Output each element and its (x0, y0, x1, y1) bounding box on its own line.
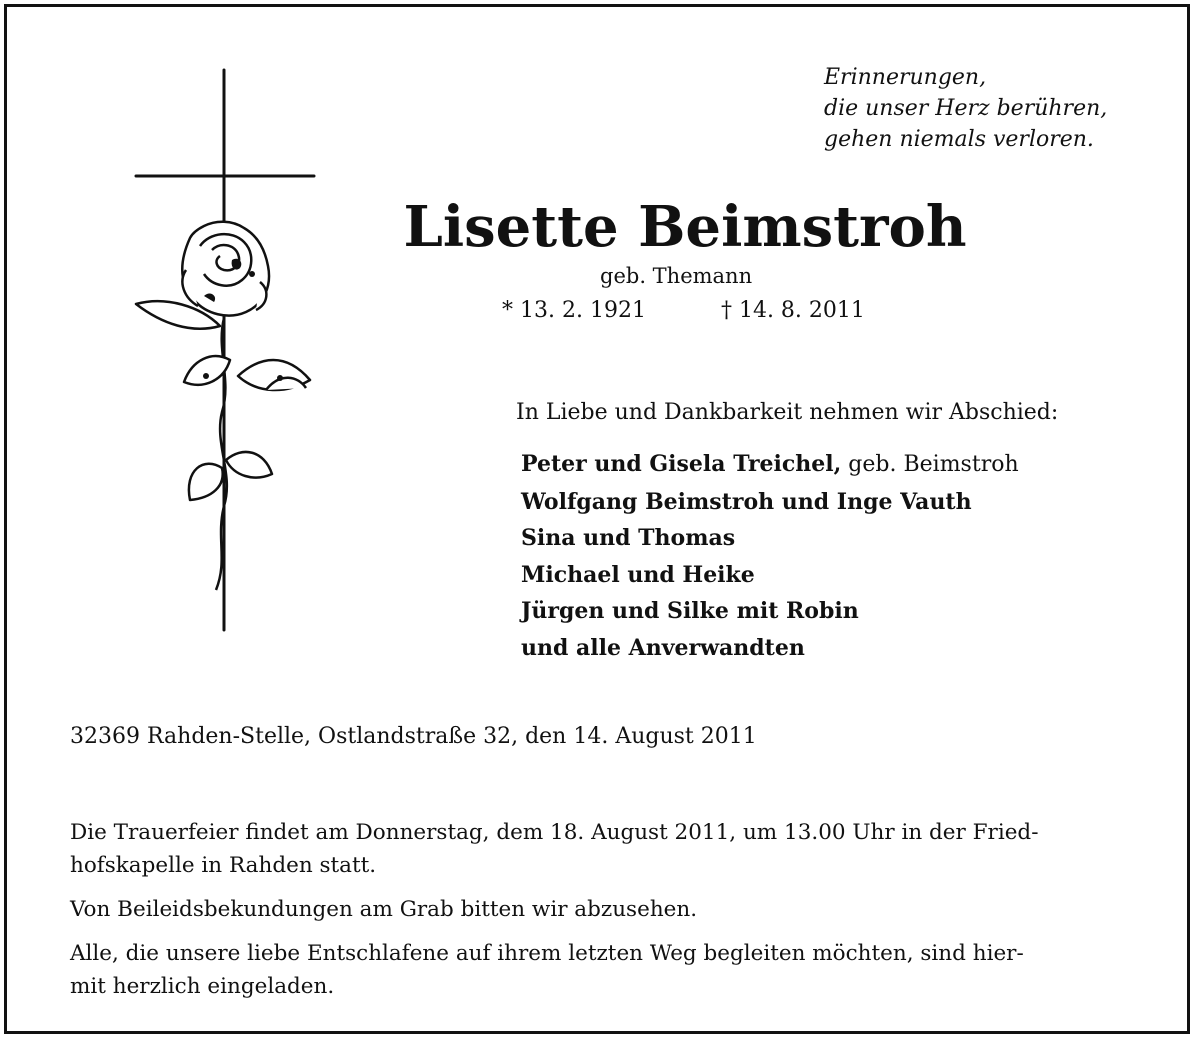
mourner-row (521, 630, 1019, 667)
mourner-name: und alle Anverwandten (521, 634, 805, 661)
paragraph-line: hofskapelle in Rahden statt. (70, 853, 377, 878)
mourners-list (521, 446, 1019, 666)
mourner-name: Peter und Gisela Treichel, (521, 451, 842, 477)
mourner-row (521, 593, 1019, 630)
funeral-info-paragraph (70, 816, 1140, 882)
paragraph-line: Von Beileidsbekundungen am Grab bitten wir abzusehen. (70, 897, 698, 922)
maiden-name: geb. Themann (600, 264, 753, 288)
mourner-row (521, 520, 1019, 557)
mourner-row (521, 446, 1019, 484)
life-dates (502, 298, 865, 323)
cross-with-rose-icon (120, 60, 320, 640)
memorial-quote (824, 62, 1107, 155)
quote-line: Erinnerungen, (824, 65, 987, 90)
paragraph-line: mit herzlich eingeladen. (70, 974, 335, 999)
address-line: 32369 Rahden-Stelle, Ostlandstraße 32, den 14. August 2011 (70, 724, 757, 749)
invitation-paragraph (70, 937, 1140, 1003)
mourner-name: Jürgen und Silke mit Robin (521, 598, 859, 624)
deceased-name: Lisette Beimstroh (403, 194, 967, 260)
birth-date: * 13. 2. 1921 (502, 298, 646, 323)
mourner-row (521, 557, 1019, 594)
farewell-line: In Liebe und Dankbarkeit nehmen wir Abschied: (516, 400, 1059, 425)
mourner-row (521, 484, 1019, 521)
mourner-name: Michael und Heike (521, 561, 755, 588)
mourner-note: geb. Beimstroh (841, 452, 1019, 477)
paragraph-line: Alle, die unsere liebe Entschlafene auf ihrem letzten Weg begleiten möchten, sind hier- (70, 941, 1024, 966)
quote-line: die unser Herz berühren, (824, 96, 1108, 121)
death-date: † 14. 8. 2011 (720, 298, 865, 323)
paragraph-line: Die Trauerfeier findet am Donnerstag, dem 18. August 2011, um 13.00 Uhr in der Fried- (70, 820, 1039, 845)
quote-line: gehen niemals verloren. (824, 127, 1094, 152)
mourner-name: Wolfgang Beimstroh und Inge Vauth (521, 488, 972, 515)
mourner-name: Sina und Thomas (521, 525, 736, 551)
condolence-paragraph (70, 893, 1140, 926)
